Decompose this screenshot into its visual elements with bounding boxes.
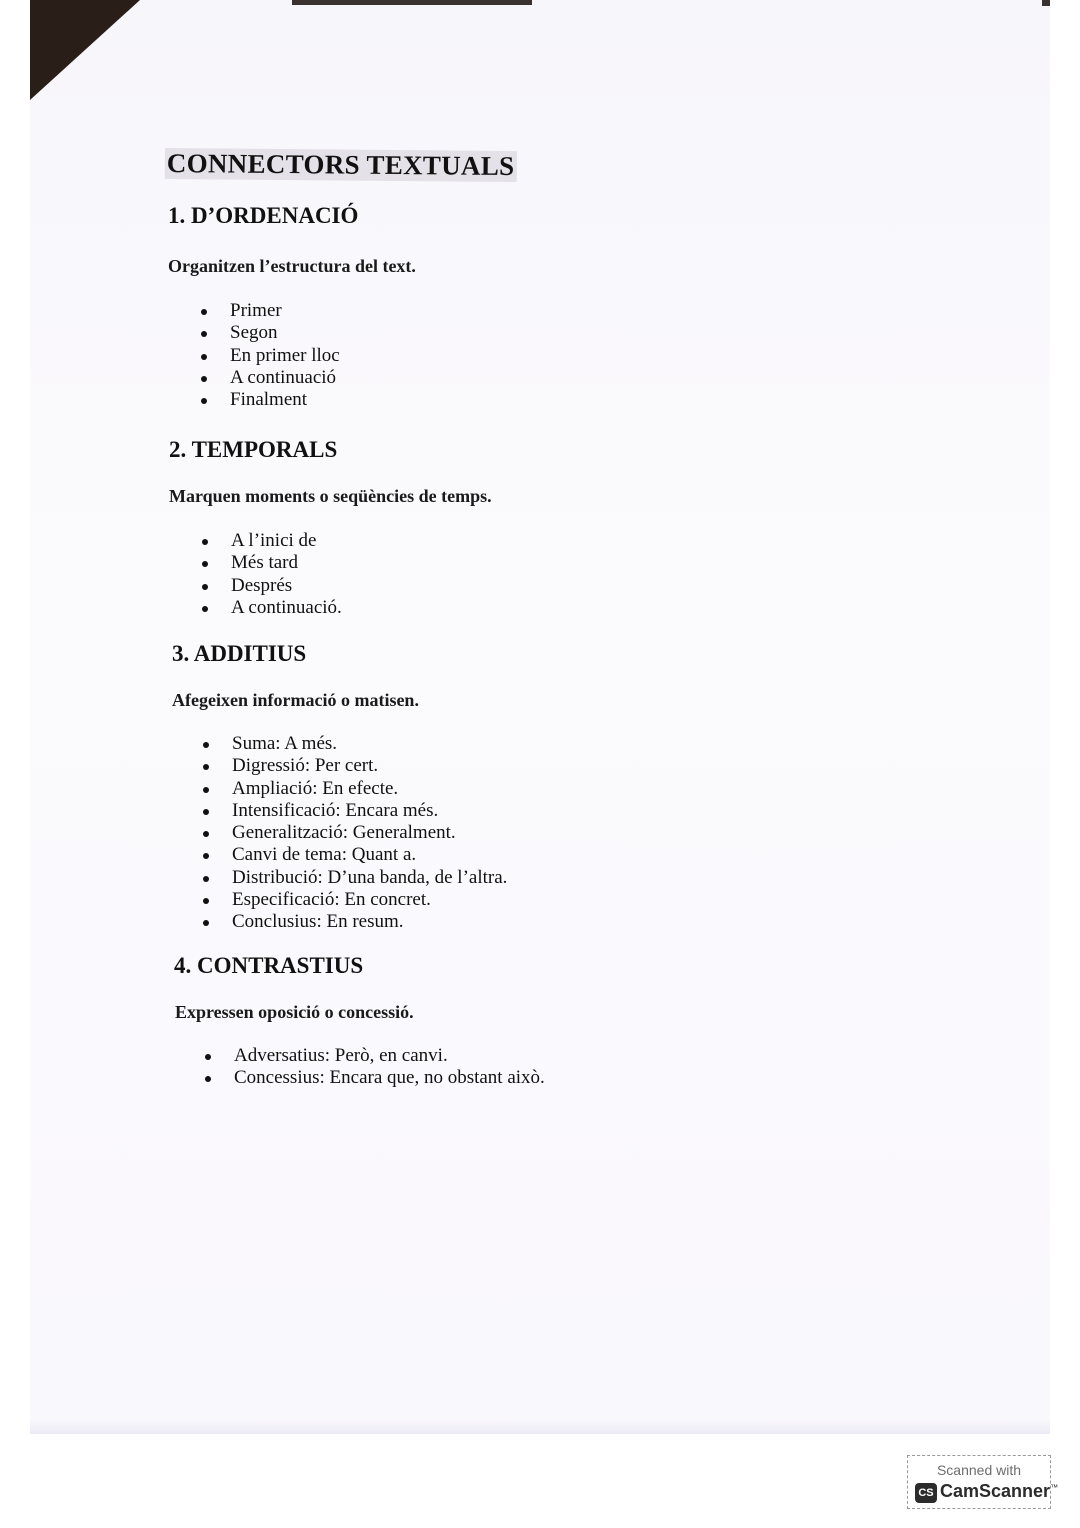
list-item: Adversatius: Però, en canvi. <box>205 1045 545 1067</box>
section-description-ordenacio: Organitzen l’estructura del text. <box>168 256 416 276</box>
list-item: A continuació <box>201 367 340 389</box>
section-heading-additius: 3. ADDITIUS <box>172 641 307 666</box>
scan-edge-strip <box>292 0 532 5</box>
list-item: Distribució: D’una banda, de l’altra. <box>203 867 507 889</box>
list-item: Digressió: Per cert. <box>203 755 507 777</box>
bullet-list-contrastius <box>205 1045 545 1090</box>
watermark-trademark: ™ <box>1050 1483 1059 1492</box>
watermark-brand-name: CamScanner <box>940 1481 1051 1501</box>
scan-edge-corner <box>1042 0 1050 6</box>
page-bottom-shadow <box>30 1420 1050 1434</box>
list-item: Més tard <box>202 552 342 574</box>
page-corner-fold <box>30 0 140 100</box>
camscanner-watermark <box>907 1455 1059 1509</box>
bullet-list-temporals <box>202 530 342 619</box>
list-item: Concessius: Encara que, no obstant això. <box>205 1067 545 1089</box>
section-heading-temporals: 2. TEMPORALS <box>169 437 338 462</box>
list-item: Primer <box>201 300 340 322</box>
bullet-list-additius <box>203 733 507 934</box>
list-item: Intensificació: Encara més. <box>203 800 507 822</box>
list-item: Especificació: En concret. <box>203 889 507 911</box>
list-item: Després <box>202 575 342 597</box>
section-description-additius: Afegeixen informació o matisen. <box>172 690 419 710</box>
document-title: CONNECTORS TEXTUALS <box>165 148 517 182</box>
list-item: A l’inici de <box>202 530 342 552</box>
section-heading-contrastius: 4. CONTRASTIUS <box>174 953 364 978</box>
watermark-brand <box>940 1481 1058 1502</box>
list-item: Finalment <box>201 389 340 411</box>
list-item: Ampliació: En efecte. <box>203 778 507 800</box>
list-item: Segon <box>201 322 340 344</box>
list-item: Generalització: Generalment. <box>203 822 507 844</box>
section-heading-ordenacio: 1. D’ORDENACIÓ <box>168 203 359 228</box>
section-description-temporals: Marquen moments o seqüències de temps. <box>169 486 492 506</box>
watermark-caption: Scanned with <box>936 1462 1022 1478</box>
bullet-list-ordenacio <box>201 300 340 411</box>
list-item: A continuació. <box>202 597 342 619</box>
list-item: En primer lloc <box>201 345 340 367</box>
list-item: Canvi de tema: Quant a. <box>203 844 507 866</box>
camscanner-logo-icon: CS <box>915 1483 937 1503</box>
list-item: Suma: A més. <box>203 733 507 755</box>
section-description-contrastius: Expressen oposició o concessió. <box>175 1002 414 1022</box>
list-item: Conclusius: En resum. <box>203 911 507 933</box>
